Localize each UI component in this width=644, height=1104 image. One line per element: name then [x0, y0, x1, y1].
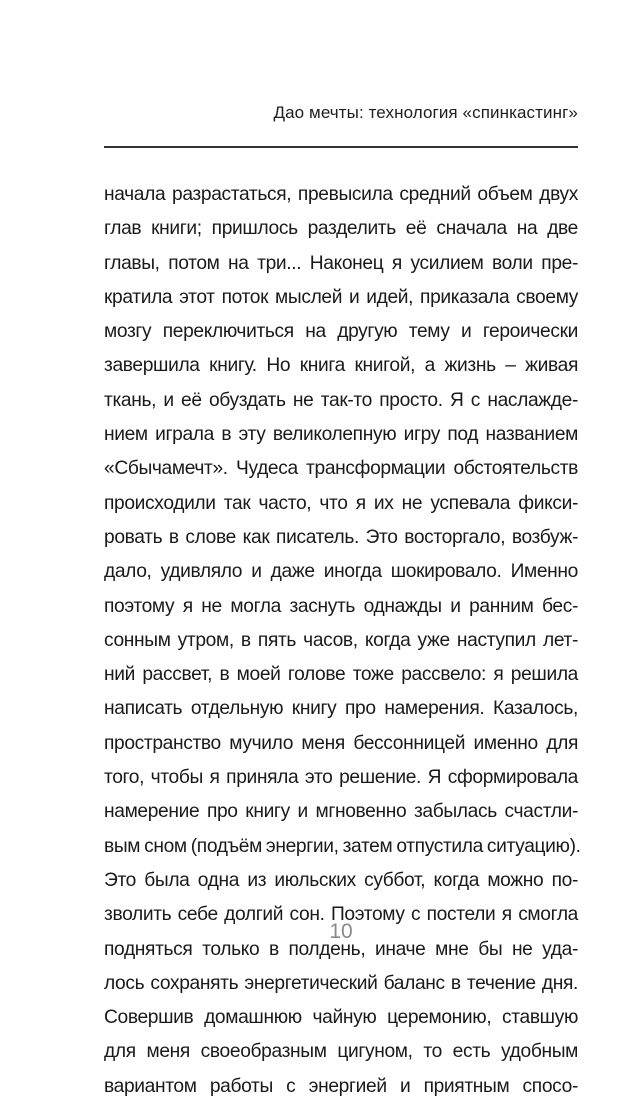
- header-rule: [104, 146, 578, 148]
- text-line: Это была одна из июльских суббот, когда можно по-: [104, 869, 578, 891]
- text-line: глав книги; пришлось разделить её сначала на две: [104, 218, 578, 240]
- body-text: [104, 178, 581, 1104]
- text-line: главы, потом на три... Наконец я усилием воли пре-: [104, 252, 578, 274]
- text-line: ний рассвет, в моей голове тоже рассвело: я решила: [104, 664, 578, 686]
- text-line: намерение про книгу и мгновенно забылась счастли-: [104, 801, 578, 823]
- text-line: вариантом работы с энергией и приятным спосо-: [104, 1075, 578, 1097]
- text-line: написать отдельную книгу про намерения. Казалось,: [104, 698, 578, 720]
- text-line: подняться только в полдень, иначе мне бы не уда-: [104, 938, 578, 960]
- text-line: ровать в слове как писатель. Это восторгало, возбуж-: [104, 526, 578, 548]
- text-line: Совершив домашнюю чайную церемонию, ставшую: [104, 1007, 578, 1029]
- text-line: кратила этот поток мыслей и идей, приказала своему: [104, 286, 578, 308]
- text-line: зволить себе долгий сон. Поэтому с постели я смогла: [104, 904, 578, 926]
- text-line: завершила книгу. Но книга книгой, а жизнь – живая: [104, 355, 578, 377]
- text-line: для меня своеобразным цигуном, то есть удобным: [104, 1041, 578, 1063]
- page-number: 10: [329, 920, 353, 943]
- text-line: «Сбычамечт». Чудеса трансформации обстоятельств: [104, 458, 578, 480]
- text-line: дало, удивляло и даже иногда шокировало. Именно: [104, 561, 578, 583]
- running-head: Дао мечты: технология «спинкастинг»: [273, 103, 578, 122]
- text-line: лось сохранять энергетический баланс в течение дня.: [104, 972, 578, 994]
- text-line: вым сном (подъём энергии, затем отпустила ситуацию).: [104, 835, 581, 857]
- text-line: происходили так часто, что я их не успевала фикси-: [104, 492, 578, 514]
- text-line: сонным утром, в пять часов, когда уже наступил лет-: [104, 629, 578, 651]
- text-line: начала разрастаться, превысила средний объем двух: [104, 184, 578, 205]
- text-line: нием играла в эту великолепную игру под названием: [104, 424, 578, 446]
- text-line: ткань, и её обуздать не так-то просто. Я с наслажде-: [104, 389, 578, 411]
- text-line: того, чтобы я приняла это решение. Я сформировала: [104, 767, 578, 789]
- text-line: поэтому я не могла заснуть однажды и ранним бес-: [104, 595, 578, 617]
- text-line: мозгу переключиться на другую тему и героически: [104, 321, 578, 343]
- text-line: пространство мучило меня бессонницей именно для: [104, 732, 578, 754]
